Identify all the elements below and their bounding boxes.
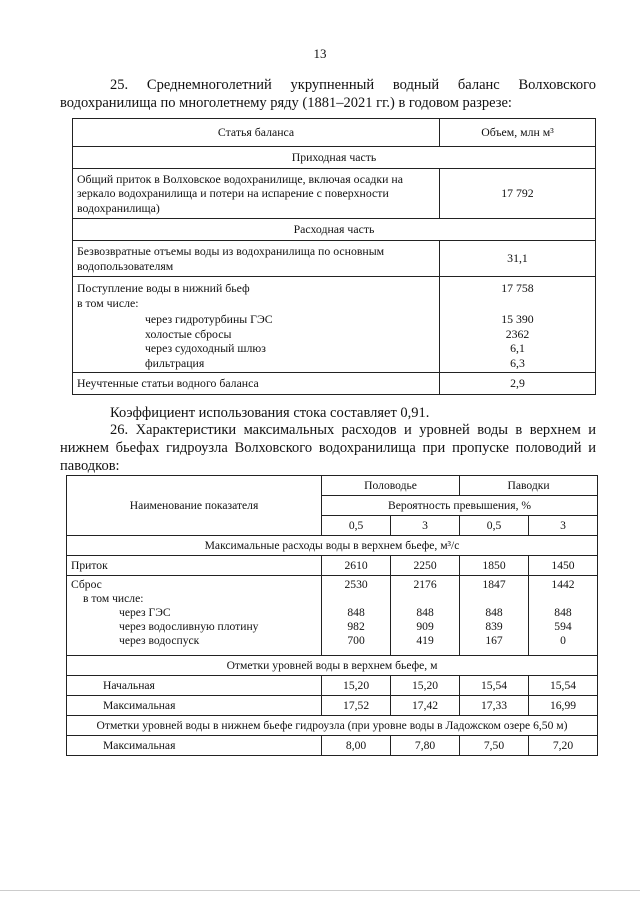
prob-col: 3: [391, 516, 460, 536]
max-upper-level-value: 17,52: [322, 696, 391, 716]
max-lower-level-value: 7,80: [391, 736, 460, 756]
max-upper-level-value: 16,99: [529, 696, 598, 716]
inflow-value: 2610: [322, 556, 391, 576]
section-26-paragraph: [60, 421, 596, 475]
discharge-item-value: 700: [347, 634, 365, 647]
discharge-labels: [67, 576, 322, 656]
prob-col: 3: [529, 516, 598, 536]
discharge-col-4: [529, 576, 598, 656]
discharge-value: 1442: [551, 578, 575, 591]
max-upper-level-value: 17,42: [391, 696, 460, 716]
discharge-item-value: 594: [554, 620, 572, 633]
discharge-item-label: через водоспуск: [119, 634, 200, 647]
initial-level-value: 15,54: [529, 676, 598, 696]
discharge-item-value: 419: [416, 634, 434, 647]
discharge-item-value: 848: [416, 606, 434, 619]
unaccounted-row-value: 2,9: [440, 373, 596, 395]
initial-level-label: Начальная: [67, 676, 322, 696]
discharge-item-value: 167: [485, 634, 503, 647]
max-lower-level-value: 7,50: [460, 736, 529, 756]
income-row-value: 17 792: [440, 169, 596, 219]
discharge-col-3: [460, 576, 529, 656]
section-26-text: Характеристики максимальных расходов и уровней воды в верхнем и нижнем бьефах гидроузла Волховского водохранилища при пропуске половодий и паводков:: [60, 422, 596, 474]
header-indicator-name: Наименование показателя: [67, 476, 322, 536]
discharge-item-value: 982: [347, 620, 365, 633]
header-freshets: Паводки: [460, 476, 598, 496]
discharge-col-1: [322, 576, 391, 656]
section-25-number: 25.: [110, 77, 129, 93]
expense-section-title: Расходная часть: [73, 219, 596, 241]
max-upper-level-value: 17,33: [460, 696, 529, 716]
inflow-value: 2250: [391, 556, 460, 576]
section-26-number: 26.: [110, 422, 129, 438]
max-lower-level-label: Максимальная: [67, 736, 322, 756]
prob-col: 0,5: [322, 516, 391, 536]
initial-level-value: 15,20: [322, 676, 391, 696]
coefficient-paragraph: [60, 404, 596, 422]
discharge-col-2: [391, 576, 460, 656]
tailwater-item-label: через судоходный шлюз: [145, 341, 266, 355]
initial-level-value: 15,54: [460, 676, 529, 696]
tailwater-item-label: через гидротурбины ГЭС: [145, 312, 273, 326]
prob-col: 0,5: [460, 516, 529, 536]
discharge-item-value: 839: [485, 620, 503, 633]
unaccounted-row-label: Неучтенные статьи водного баланса: [73, 373, 440, 395]
header-spring-flood: Половодье: [322, 476, 460, 496]
discharge-item-value: 848: [347, 606, 365, 619]
section-25-text: Среднемноголетний укрупненный водный баланс Волховского водохранилища по многолетнему ряду (1881–2021 гг.) в годовом разрезе:: [60, 77, 596, 111]
lower-levels-section-title: Отметки уровней воды в нижнем бьефе гидроузла (при уровне воды в Ладожском озере 6,50 м): [67, 716, 598, 736]
upper-levels-section-title: Отметки уровней воды в верхнем бьефе, м: [67, 656, 598, 676]
max-lower-level-value: 8,00: [322, 736, 391, 756]
withdrawal-row-value: 31,1: [440, 241, 596, 277]
tailwater-row-labels: [73, 277, 440, 373]
tailwater-including: в том числе:: [77, 295, 139, 310]
discharge-label: Сброс: [71, 578, 102, 591]
section-25-paragraph: [60, 76, 596, 112]
tailwater-item-label: фильтрация: [145, 355, 205, 370]
discharge-item-label: через водосливную плотину: [119, 620, 259, 633]
max-lower-level-value: 7,20: [529, 736, 598, 756]
inflow-label: Приток: [67, 556, 322, 576]
max-discharge-levels-table: [66, 475, 598, 756]
tailwater-row-value: 17 758: [501, 281, 534, 295]
income-row-label: Общий приток в Волховское водохранилище, включая осадки на зеркало водохранилища и потери на испарение с поверхности водохранилища): [73, 169, 440, 219]
tailwater-item-value: 2362: [505, 326, 530, 341]
income-section-title: Приходная часть: [73, 147, 596, 169]
discharge-including: в том числе:: [83, 592, 144, 605]
header-balance-item: Статья баланса: [73, 119, 440, 147]
page-number: 13: [313, 46, 327, 61]
header-volume: Объем, млн м³: [440, 119, 596, 147]
tailwater-row-values: [440, 277, 596, 373]
water-balance-table: [72, 118, 596, 395]
discharge-item-label: через ГЭС: [119, 606, 171, 619]
discharge-item-value: 848: [485, 606, 503, 619]
discharge-item-value: 0: [560, 634, 566, 647]
discharge-item-value: 909: [416, 620, 434, 633]
initial-level-value: 15,20: [391, 676, 460, 696]
tailwater-row-label: Поступление воды в нижний бьеф: [77, 281, 250, 295]
inflow-value: 1450: [529, 556, 598, 576]
scan-edge: [0, 890, 640, 891]
coefficient-text: Коэффициент использования стока составляет 0,91.: [110, 405, 430, 421]
tailwater-item-value: 6,1: [510, 341, 525, 355]
header-probability: Вероятность превышения, %: [322, 496, 598, 516]
discharge-item-value: 848: [554, 606, 572, 619]
tailwater-item-value: 15 390: [501, 312, 534, 326]
tailwater-item-value: 6,3: [510, 355, 525, 370]
discharge-value: 2530: [344, 578, 368, 591]
discharge-value: 2176: [413, 578, 437, 591]
discharge-value: 1847: [482, 578, 506, 591]
withdrawal-row-label: Безвозвратные отъемы воды из водохранилища по основным водопользователям: [73, 241, 440, 277]
max-discharge-section-title: Максимальные расходы воды в верхнем бьефе, м³/с: [67, 536, 598, 556]
tailwater-item-label: холостые сбросы: [145, 326, 232, 341]
max-upper-level-label: Максимальная: [67, 696, 322, 716]
inflow-value: 1850: [460, 556, 529, 576]
